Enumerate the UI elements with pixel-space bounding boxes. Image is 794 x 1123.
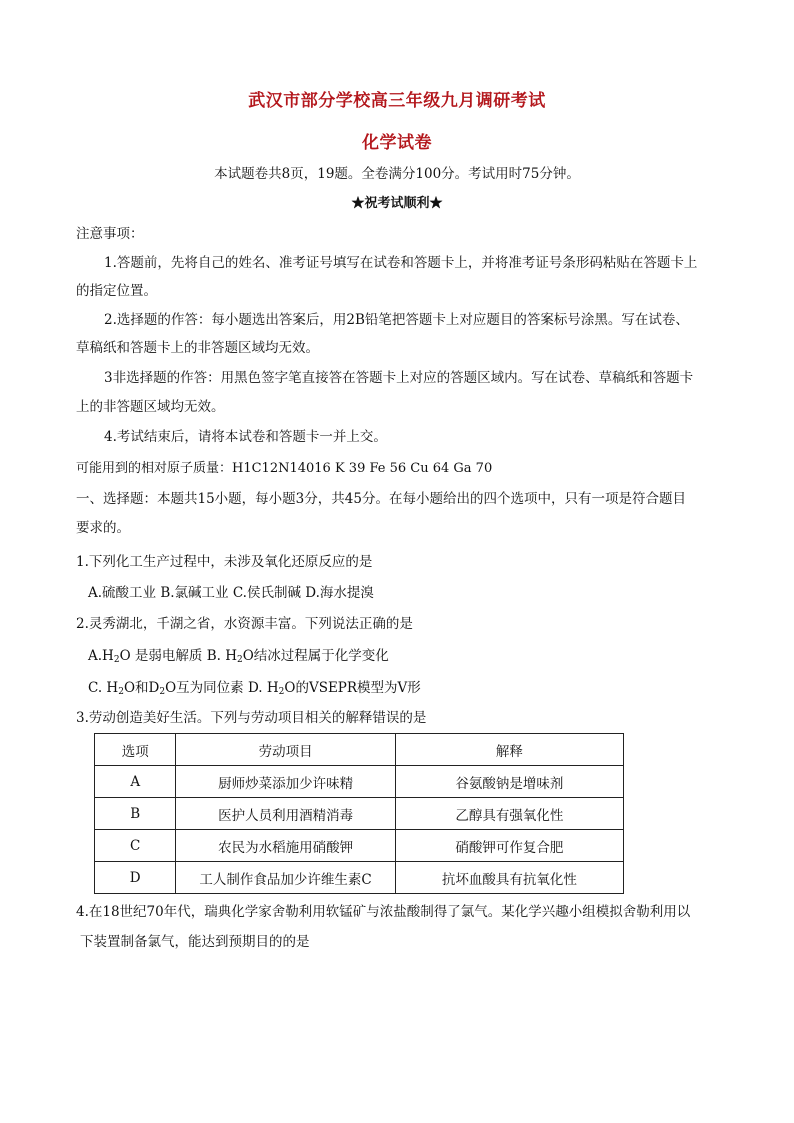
table-cell: D (95, 862, 176, 894)
table-row (95, 798, 624, 830)
table-cell: B (95, 798, 176, 830)
notes-heading: 注意事项： (76, 226, 144, 242)
question-3-table (94, 733, 624, 894)
table-row (95, 862, 624, 894)
exam-title: 武汉市部分学校高三年级九月调研考试 (248, 91, 546, 111)
table-row (95, 766, 624, 798)
table-header-row (95, 734, 624, 766)
table-cell: 农民为水稻施用硝酸钾 (176, 830, 395, 862)
table-cell: 硝酸钾可作复合肥 (395, 830, 623, 862)
section-1-line-2: 要求的。 (76, 520, 130, 536)
note-3-line-1: 3非选择题的作答：用黑色签字笔直接答在答题卡上对应的答题区域内。写在试卷、草稿纸和答题卡 (104, 370, 694, 386)
question-4-line-1: 4.在18世纪70年代，瑞典化学家舍勒利用软锰矿与浓盐酸制得了氯气。某化学兴趣小组模拟舍勒利用以 (76, 904, 691, 920)
table-cell: 厨师炒菜添加少许味精 (176, 766, 395, 798)
question-4-line-2: 下装置制备氯气，能达到预期目的的是 (80, 934, 310, 950)
table-cell: 乙醇具有强氧化性 (395, 798, 623, 830)
table-cell: 医护人员利用酒精消毒 (176, 798, 395, 830)
table-header-cell: 选项 (95, 734, 176, 766)
exam-subtitle: 化学试卷 (362, 133, 432, 153)
section-1-line-1: 一、选择题：本题共15小题，每小题3分，共45分。在每小题给出的四个选项中，只有一项是符合题目 (76, 491, 686, 507)
table-cell: 工人制作食品加少许维生素C (176, 862, 395, 894)
table-cell: A (95, 766, 176, 798)
table-header-cell: 劳动项目 (176, 734, 395, 766)
table-row (95, 830, 624, 862)
table-cell: 抗坏血酸具有抗氧化性 (395, 862, 623, 894)
exam-info: 本试题卷共8页，19题。全卷满分100分。考试用时75分钟。 (214, 166, 580, 182)
question-2-options-ab: $A.H_2O$ 是弱电解质 B. $H_2O$结冰过程属于化学变化 (88, 648, 389, 665)
table-cell: C (95, 830, 176, 862)
question-1-options: A.硫酸工业 B.氯碱工业 C.侯氏制碱 D.海水提溴 (88, 585, 374, 601)
question-2-stem: 2.灵秀湖北，千湖之省，水资源丰富。下列说法正确的是 (76, 616, 413, 632)
good-luck-line: ★祝考试顺利★ (351, 196, 443, 211)
question-2-options-cd: C. $H_2O$和$D_2O$互为同位素 D. $H_2O$的VSEPR模型为V形 (88, 680, 421, 697)
question-3-stem: 3.劳动创造美好生活。下列与劳动项目相关的解释错误的是 (76, 710, 427, 726)
note-3-line-2: 上的非答题区域均无效。 (76, 399, 225, 415)
question-1-stem: 1.下列化工生产过程中，未涉及氧化还原反应的是 (76, 554, 373, 570)
table-cell: 谷氨酸钠是增味剂 (395, 766, 623, 798)
note-1-line-2: 的指定位置。 (76, 283, 157, 299)
note-1-line-1: 1.答题前，先将自己的姓名、准考证号填写在试卷和答题卡上，并将准考证号条形码粘贴在答题卡上 (104, 255, 698, 271)
note-4: 4.考试结束后，请将本试卷和答题卡一并上交。 (104, 429, 387, 445)
atomic-mass-line: 可能用到的相对原子质量：H1C12N14016 K 39 Fe 56 Cu 64 Ga 70 (76, 461, 493, 476)
note-2-line-2: 草稿纸和答题卡上的非答题区域均无效。 (76, 340, 319, 356)
note-2-line-1: 2.选择题的作答：每小题选出答案后，用2B铅笔把答题卡上对应题目的答案标号涂黑。写在试卷、 (104, 312, 689, 328)
table-header-cell: 解释 (395, 734, 623, 766)
